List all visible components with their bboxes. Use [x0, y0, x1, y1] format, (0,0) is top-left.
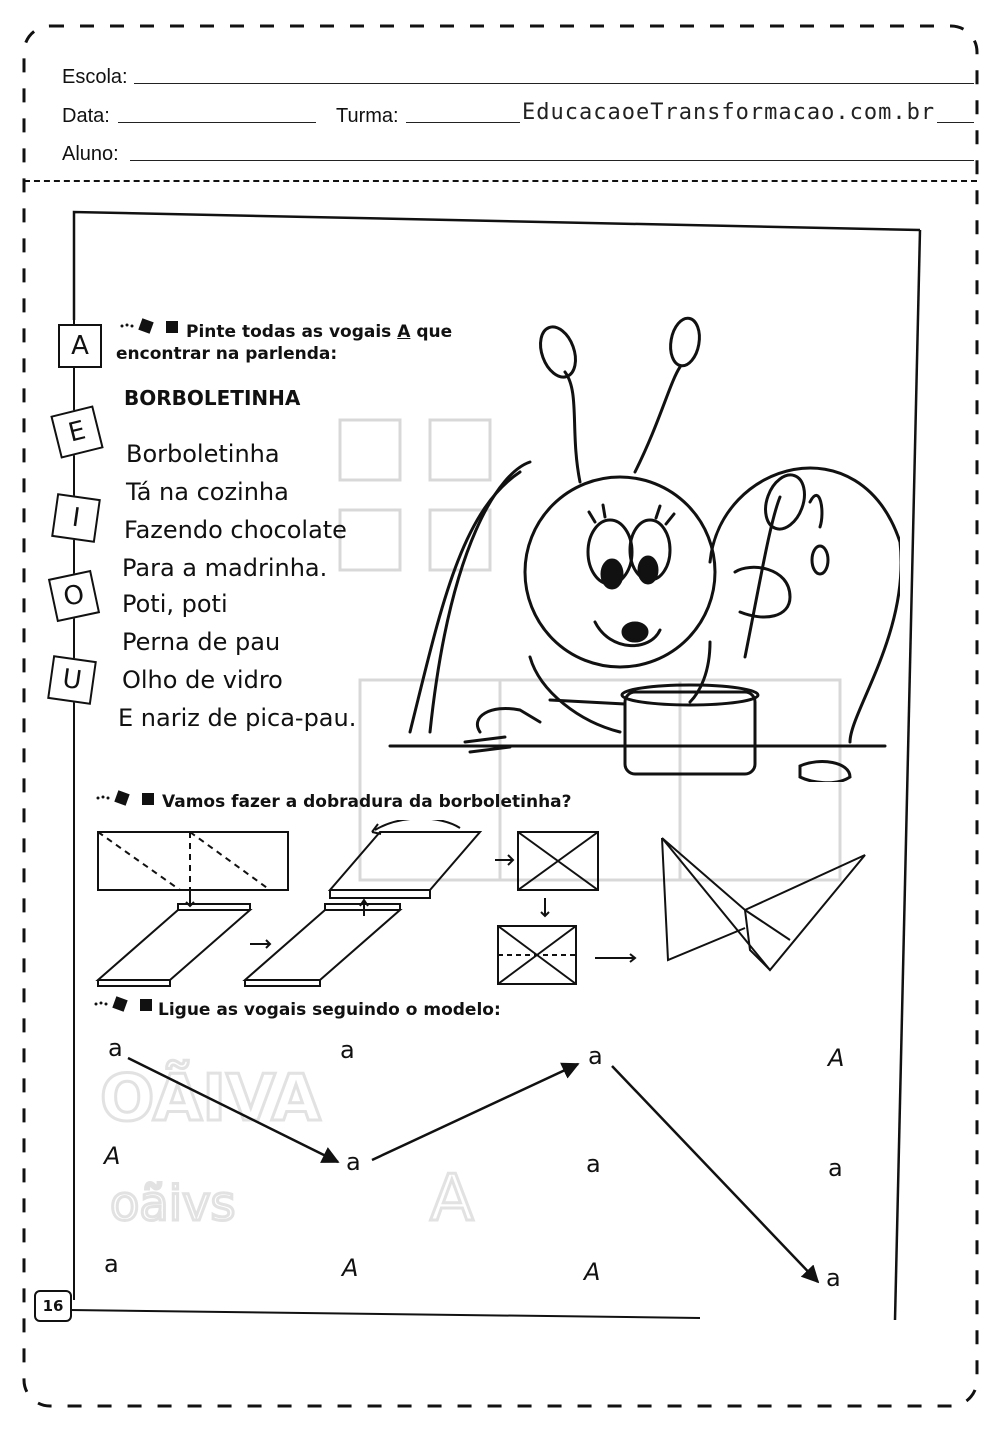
poem-line: Tá na cozinha: [126, 478, 289, 506]
poem-title: BORBOLETINHA: [124, 386, 301, 410]
website-watermark: EducacaoeTransformacao.com.br: [522, 100, 936, 125]
vowel-r2c3[interactable]: a: [586, 1150, 601, 1178]
poem-line: Fazendo chocolate: [124, 516, 347, 544]
svg-text:A: A: [430, 1162, 474, 1236]
vowel-r1c4[interactable]: A: [828, 1044, 845, 1072]
instruction-folding: Vamos fazer a dobradura da borboletinha?: [162, 792, 572, 812]
highlight-vowel: A: [397, 322, 411, 342]
vowel-tile-o: O: [48, 570, 100, 622]
vowel-r2c4[interactable]: a: [828, 1154, 843, 1182]
turma-label: Turma:: [336, 105, 399, 127]
escola-label: Escola:: [62, 66, 128, 88]
instruction-paint-vowels: Pinte todas as vogais A que: [186, 322, 453, 342]
vowel-r1c3[interactable]: a: [588, 1042, 603, 1070]
instruction-paint-vowels-line2: encontrar na parlenda:: [116, 344, 338, 364]
vowel-r3c2[interactable]: A: [342, 1254, 359, 1282]
poem-line: Olho de vidro: [122, 666, 283, 694]
vowel-tile-i: I: [51, 493, 101, 543]
poem-line: Para a madrinha.: [122, 554, 328, 582]
poem-line: Borboletinha: [126, 440, 280, 468]
vowel-r1c1[interactable]: a: [108, 1034, 123, 1062]
poem-line: E nariz de pica-pau.: [118, 704, 357, 732]
vowel-r2c1[interactable]: A: [104, 1142, 121, 1170]
instruction-connect-vowels: Ligue as vogais seguindo o modelo:: [158, 1000, 501, 1020]
page-number: 16: [34, 1290, 72, 1322]
vowel-tile-u: U: [47, 655, 97, 705]
vowel-tile-a: A: [58, 324, 102, 368]
aluno-label: Aluno:: [62, 143, 119, 165]
poem-line: Perna de pau: [122, 628, 281, 656]
vowel-r1c2[interactable]: a: [340, 1036, 355, 1064]
svg-text:OÃIVA: OÃIVA: [100, 1062, 321, 1136]
vowel-r3c4[interactable]: a: [826, 1264, 841, 1292]
svg-text:oãivs: oãivs: [110, 1176, 236, 1232]
poem-line: Poti, poti: [122, 590, 228, 618]
vowel-r2c2[interactable]: a: [346, 1148, 361, 1176]
data-label: Data:: [62, 105, 110, 127]
vowel-tile-e: E: [50, 405, 103, 458]
vowel-r3c1[interactable]: a: [104, 1250, 119, 1278]
vowel-r3c3[interactable]: A: [584, 1258, 601, 1286]
